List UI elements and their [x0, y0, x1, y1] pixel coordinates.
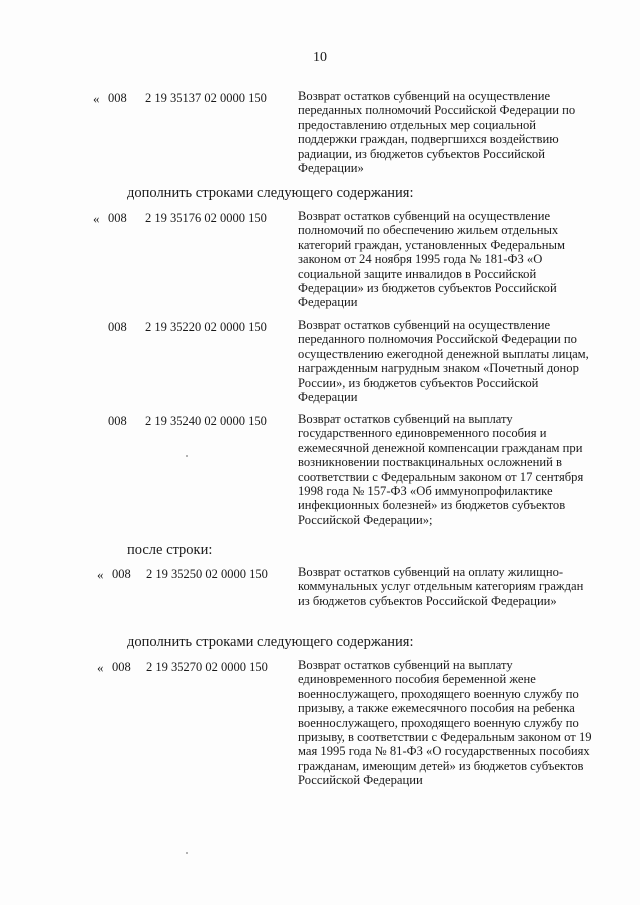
code-description: Возврат остатков субвенций на осуществление полномочий по обеспечению жильем отдельных категорий граждан, установленных Федеральным законом от 24 ноября 1995 года № 181-ФЗ «О социальной защите инвалидов в Российской Федерации» из бюджетов субъектов Российской Федерации [298, 209, 565, 310]
admin-code: 008 [112, 660, 131, 674]
opening-quote: « [97, 660, 104, 675]
code-description: Возврат остатков субвенций на осуществление переданных полномочий Российской Федерации по предоставлению отдельных мер социальной поддержки граждан, подвергшихся воздействию радиации, из бюджетов субъектов Российской Федерации» [298, 89, 576, 176]
admin-code: 008 [108, 211, 127, 225]
admin-code: 008 [108, 91, 127, 105]
admin-code: 008 [108, 320, 127, 334]
budget-code: 2 19 35176 02 0000 150 [145, 211, 267, 225]
budget-code: 2 19 35250 02 0000 150 [146, 567, 268, 581]
opening-quote: « [93, 91, 100, 106]
section-heading: дополнить строками следующего содержания: [127, 634, 414, 650]
budget-code: 2 19 35137 02 0000 150 [145, 91, 267, 105]
code-description: Возврат остатков субвенций на оплату жилищно-коммунальных услуг отдельным категориям граждан из бюджетов субъектов Российской Федерации» [298, 565, 584, 608]
scan-speck [186, 455, 188, 457]
budget-code: 2 19 35270 02 0000 150 [146, 660, 268, 674]
section-heading: дополнить строками следующего содержания: [127, 185, 414, 201]
page-number: 10 [313, 50, 327, 65]
code-description: Возврат остатков субвенций на выплату единовременного пособия беременной жене военнослужащего, проходящего военную службу по призыву, а также ежемесячного пособия на ребенка военнослужащего, проходящего военную службу по призыву, в соответствии с Федеральным законом от 19 мая 1995 года № 81-ФЗ «О государственных пособиях гражданам, имеющим детей» из бюджетов субъектов Российской Федерации [298, 658, 592, 788]
budget-code: 2 19 35220 02 0000 150 [145, 320, 267, 334]
admin-code: 008 [108, 414, 127, 428]
opening-quote: « [93, 211, 100, 226]
budget-code: 2 19 35240 02 0000 150 [145, 414, 267, 428]
section-heading: после строки: [127, 542, 213, 558]
code-description: Возврат остатков субвенций на выплату государственного единовременного пособия и ежемесячной денежной компенсации гражданам при возникновении поствакцинальных осложнений в соответствии с Федеральным законом от 17 сентября 1998 года № 157-ФЗ «Об иммунопрофилактике инфекционных болезней» из бюджетов субъектов Российской Федерации»; [298, 412, 584, 527]
code-description: Возврат остатков субвенций на осуществление переданного полномочия Российской Федерации по осуществлению ежегодной денежной выплаты лицам, награжденным нагрудным знаком «Почетный донор России», из бюджетов субъектов Российской Федерации [298, 318, 589, 405]
scan-speck [186, 852, 188, 854]
opening-quote: « [97, 567, 104, 582]
admin-code: 008 [112, 567, 131, 581]
